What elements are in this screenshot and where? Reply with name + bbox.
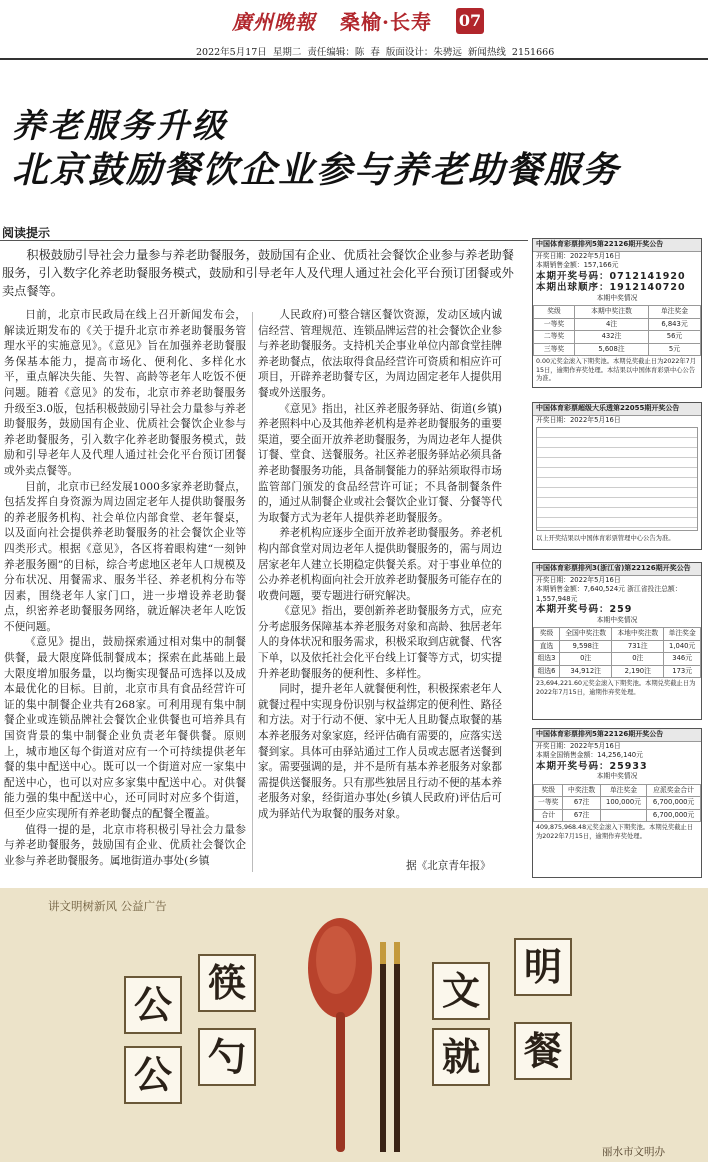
article-paragraph: 日前，北京市民政局在线上召开新闻发布会，解读近期发布的《关于提升北京市养老助餐服务管理水平的实施意见》。《意见》旨在加强养老助餐服务保基本能力，提高市场化、便利化、多样化水平，重点解决失能、失智、高龄等老年人吃饭不便问题。随着《意见》的发布，北京市养老助餐服务升级至3.0版，包括积极鼓励引导社会力量参与养老助餐服务，鼓励国有企业、优质社会餐饮企业参与养老助餐服务，引入数字化养老助餐服务模式，鼓励和引导老年人及代理人通过社会化平台预订团餐或外卖点餐等。 [4,309,246,477]
table-cell: 组选3 [534,653,560,666]
column-divider [252,312,253,872]
lottery-table-title: 本期中奖情况 [596,293,638,302]
table-cell: 34,912注 [560,665,612,678]
table-cell: 5,608注 [575,343,649,356]
masthead [0,0,708,44]
table-header: 中奖注数 [563,784,600,797]
headline-main: 北京鼓励餐饮企业参与养老助餐服务 [12,149,621,191]
summary-text: 积极鼓励引导社会力量参与养老助餐服务，鼓励国有企业、优质社会餐饮企业参与养老助餐服务，引入数字化养老助餐服务模式，鼓励和引导老年人及代理人通过社会化平台预订团餐或外卖点餐等。 [2,248,514,298]
lottery-table [533,627,701,678]
table-cell: 6,700,000元 [647,809,701,822]
article-paragraph: 值得一提的是，北京市将积极引导社会力量参与养老助餐服务，鼓励国有企业、优质社会餐饮企业参与养老助餐服务。属地街道办事处(乡镇 [4,823,246,867]
table-header: 奖级 [534,306,575,319]
chopstick-icon [394,942,400,1152]
lottery-line: 开奖日期：2022年5月16日 [536,575,621,584]
lottery-footer: 23,694,221.60元奖金滚入下期奖池。本期兑奖截止日为2022年7月15日，逾期作弃奖处理。 [536,680,696,696]
table-cell: 0注 [560,653,612,666]
lottery-table [533,305,701,356]
table-cell: 1,040元 [664,640,701,653]
table-cell: 三等奖 [534,343,575,356]
table-cell: 合计 [534,809,563,822]
table-cell: 9,598注 [560,640,612,653]
table-header: 应派奖金合计 [647,784,701,797]
headline-kicker: 养老服务升级 [12,106,228,145]
lottery-table-title: 本期中奖情况 [596,772,638,780]
ad-char: 明 [514,938,572,996]
table-cell: 56元 [648,331,700,344]
lottery-title: 中国体育彩票排列5第22126期开奖公告 [533,239,701,252]
table-cell: 6,700,000元 [647,797,701,810]
lottery-line: 开奖日期：2022年5月16日 [536,415,621,424]
article-paragraph: 目前，北京市已经发展1000多家养老助餐点，包括发挥自身资源为周边固定老年人提供助餐服务的养老服务机构、社会单位内部食堂、老年餐桌，以及面向社会提供养老助餐服务的社会餐饮企业等四类形式。根据《意见》，各区将着眼构建“一刻钟养老服务圈”的目标，综合考虑地区老年人口规模及分布状况、用餐需求、服务半径、养老机构分布等因素，围绕老年人家门口，进一步增设养老助餐点，织密养老助餐服务网络，就近解决老年人吃饭不便问题。 [4,480,246,633]
table-cell: 6,843元 [648,318,700,331]
table-cell: 4注 [575,318,649,331]
lottery-footer: 以上开奖结果以中国体育彩票管理中心公告为准。 [536,535,675,542]
ad-char: 餐 [514,1022,572,1080]
table-cell: 731注 [612,640,664,653]
lottery-line: 开奖日期：2022年5月16日 [536,251,621,260]
section-title: 桑榆·长寿 [340,10,432,34]
table-cell: 2,190注 [612,665,664,678]
lottery-results-grid [536,427,698,531]
table-header: 单注奖金 [600,784,646,797]
table-cell: 173元 [664,665,701,678]
table-cell [600,809,646,822]
summary-label: 阅读提示 [2,226,51,240]
article-paragraph: 人民政府)可整合辖区餐饮资源，发动区域内诚信经营、管理规范、连锁品牌运营的社会餐饮企业参与养老助餐服务。支持机关企事业单位内部食堂挂牌养老助餐点，依法取得食品经营许可资质和相应许可项目，开辟养老助餐专区，为周边固定老年人提供用餐或外送服务。 [258,309,502,399]
public-service-ad [0,888,708,1162]
lottery-table-title: 本期中奖情况 [596,615,638,624]
lottery-box-pl3 [532,562,702,720]
lottery-title: 中国体育彩票排列5第22126期开奖公告 [533,729,701,742]
table-cell: 67注 [563,797,600,810]
table-cell: 直选 [534,640,560,653]
ad-char: 公 [124,1046,182,1104]
lottery-line: 本期全国销售金额：14,256,140元 [536,751,643,759]
lottery-numbers: 本期开奖号码：0712141920 [536,270,686,282]
table-header: 本地中奖注数 [612,628,664,641]
table-cell: 一等奖 [534,797,563,810]
lottery-numbers: 本期开奖号码：25933 [536,760,648,772]
lottery-line: 本期销售金额：157,166元 [536,261,619,269]
table-cell: 432注 [575,331,649,344]
lottery-box-dlt [532,402,702,550]
lottery-line: 本期销售金额：7,640,524元 浙江省投注总额：1,557,948元 [536,585,682,603]
article-source: 据《北京青年报》 [406,860,491,872]
lottery-title: 中国体育彩票排列3(浙江省)第22126期开奖公告 [533,563,701,576]
article-paragraph: 同时，提升老年人就餐便利性，积极探索老年人就餐过程中实现身份识别与权益绑定的便利性、路径和方法。对于行动不便、家中无人且助餐点取餐的基本养老服务对象家庭，经评估确有需要的，应落实送餐到家。具体可由驿站通过工作人员或志愿者送餐到家。需要强调的是，并不是所有基本养老服务对象都需提供送餐服务。只有那些独居且行动不便的基本养老服务对象，经街道办事处(乡镇人民政府)评估后可成为驿站代为取餐的服务对象。 [258,683,502,820]
table-cell: 二等奖 [534,331,575,344]
table-header: 单注奖金 [648,306,700,319]
table-cell: 5元 [648,343,700,356]
article-paragraph: 养老机构应逐步全面开放养老助餐服务。养老机构内部食堂对周边老年人提供助餐服务的，需与周边居家老年人建立长期稳定供餐关系。对于事业单位的公办养老机构面向社会开放养老助餐服务可能存在的收费问题，要专题进行研究解决。 [258,527,502,602]
table-cell: 100,000元 [600,797,646,810]
lottery-order: 本期出球顺序：1912140720 [536,282,686,293]
lottery-box-pl5 [532,238,702,388]
lottery-line: 开奖日期：2022年5月16日 [536,741,621,750]
article-paragraph: 《意见》指出，要创新养老助餐服务方式，应充分考虑服务保障基本养老服务对象和高龄、独居老年人的身体状况和服务需求，积极采取到店就餐、代客下单，以及依托社会化平台线上订餐等方式，切实提升养老助餐服务的便利性、多样性。 [258,605,502,680]
lottery-title: 中国体育彩票超级大乐透第22055期开奖公告 [533,403,701,416]
header-rule [0,58,708,60]
table-header: 全国中奖注数 [560,628,612,641]
table-cell: 0注 [612,653,664,666]
article-paragraph: 《意见》指出，社区养老服务驿站、街道(乡镇)养老照料中心及其他养老机构是养老助餐服务的重要渠道，要全面开放养老助餐服务，为周边老年人提供订餐、堂食、送餐服务。社区养老服务驿站必须具备养老助餐服务功能，具备制餐能力的驿站须取得市场监管部门颁发的食品经营许可证；不具备制餐条件的，通过从制餐企业或社会餐饮企业订餐、分餐等代为取餐方式为老年人提供养老助餐服务。 [258,402,502,524]
lottery-box-pl5-zj [532,728,702,878]
table-header: 奖级 [534,784,563,797]
summary-rule [0,240,528,241]
table-cell: 346元 [664,653,701,666]
newspaper-brand: 廣州晚報 [232,10,316,34]
chopstick-icon [380,942,386,1152]
spoon-chopsticks-illustration [292,908,422,1158]
ad-char: 勺 [198,1028,256,1086]
table-cell: 组选6 [534,665,560,678]
lottery-numbers: 本期开奖号码：259 [536,604,633,615]
ad-organization: 丽水市文明办 [602,1146,665,1158]
page-number: 07 [456,8,484,34]
ad-tag: 讲文明树新风 公益广告 [48,899,167,913]
dateline: 2022年5月17日 星期二 责任编辑：陈 春 版面设计：朱骋远 新闻热线 2151666 [196,47,555,58]
ad-char: 公 [124,976,182,1034]
ad-char: 筷 [198,954,256,1012]
table-cell: 一等奖 [534,318,575,331]
ad-char: 文 [432,962,490,1020]
lottery-footer: 409,875,968.48元奖金滚入下期奖池。本期兑奖截止日为2022年7月15日，逾期作弃奖处理。 [536,824,694,840]
table-header: 单注奖金 [664,628,701,641]
lottery-footer: 0.00元奖金滚入下期奖池。本期兑奖截止日为2022年7月15日，逾期作弃奖处理。本结果以中国体育彩票中心公告为准。 [536,358,696,382]
article-column-1 [4,308,246,869]
ad-char: 就 [432,1028,490,1086]
lottery-table [533,784,701,823]
article-column-2 [258,308,502,823]
table-cell: 67注 [563,809,600,822]
article-paragraph: 《意见》提出，鼓励探索通过相对集中的制餐供餐，最大限度降低制餐成本；探索在此基础上最大限度增加服务量，以均衡实现餐品可选择以及成本最优化的目标。目前，北京市具有食品经营许可证的集中制餐企业共有268家。可利用现有集中制餐企业或连锁品牌社会餐饮企业供餐也可培养具有国资背景的集中制餐企业负责老年餐供餐。原则上，城市地区每个街道对应有一个可持续提供老年餐的集中配送中心。既可以一个街道对应一家集中配送中心，也可以对应多家集中配送中心。对供餐能力强的集中配送中心，还可同时对应多个街道，但至少应实现所有养老助餐点的配餐全覆盖。 [4,636,246,820]
table-header: 奖级 [534,628,560,641]
table-header: 本期中奖注数 [575,306,649,319]
